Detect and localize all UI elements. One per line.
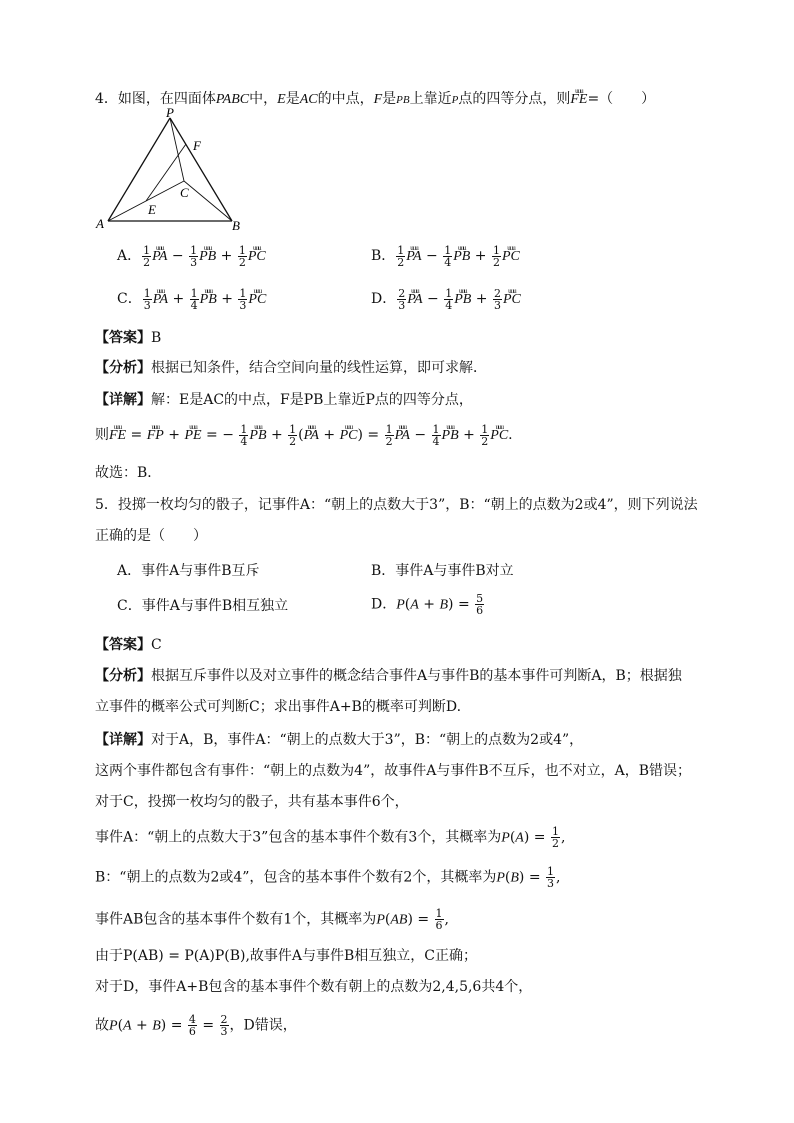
tetrahedron-figure	[92, 106, 262, 236]
q4-stem: 4．如图，在四面体PABC中，E是AC的中点，F是PB上靠近P点的四等分点，则uuu FE=（ ）	[95, 86, 655, 109]
q4-answer: 【答案】B	[95, 330, 162, 346]
q5-option-c: C．事件A与事件B相互独立	[117, 598, 289, 614]
q5-detail-9: 故P(A + B) = $\frac{4}{6}$ = $\frac{2}{3}$ ，D错误，	[95, 1013, 297, 1038]
q5-detail-1: 【详解】对于A，B，事件A：“朝上的点数大于3”，B：“朝上的点数为2或4”，	[95, 732, 584, 748]
q5-answer: 【答案】C	[95, 637, 162, 653]
q5-detail-8: 对于D，事件A+B包含的基本事件个数有朝上的点数为2,4,5,6共4个，	[95, 979, 533, 995]
q5-detail-5: B：“朝上的点数为2或4”，包含的基本事件个数有2个，其概率为P(B) = $\frac{1}{3}$ ,	[95, 865, 561, 890]
label-P: P	[166, 106, 174, 120]
label-C: C	[180, 185, 189, 200]
q5-analysis-2: 立事件的概率公式可判断C；求出事件A+B的概率可判断D.	[95, 699, 462, 715]
q4-conclusion: 故选：B．	[95, 465, 162, 481]
q4-option-c: C． $\frac{1}{3}$ uuu PA + $\frac{1}{4}$ uuu PB + $\frac{1}{3}$ uuu PC	[117, 286, 266, 311]
q4-option-d: D． $\frac{2}{3}$ uuu PA − $\frac{1}{4}$ uuu PB + $\frac{2}{3}$ uuu PC	[371, 286, 521, 311]
q5-option-a: A．事件A与事件B互斥	[117, 563, 260, 579]
q5-detail-2: 这两个事件都包含有事件：“朝上的点数为4”，故事件A与事件B不互斥，也不对立，A，B错误；	[95, 763, 692, 779]
q4-analysis: 【分析】根据已知条件，结合空间向量的线性运算，即可求解．	[95, 360, 487, 376]
label-E: E	[148, 202, 156, 217]
q5-analysis-1: 【分析】根据互斥事件以及对立事件的概念结合事件A与事件B的基本事件可判断A，B；根据独	[95, 668, 682, 684]
q5-stem-1: 5．投掷一枚均匀的骰子，记事件A：“朝上的点数大于3”，B：“朝上的点数为2或4”，则下列说法	[95, 497, 698, 513]
q5-detail-7: 由于P(AB) = P(A)P(B),故事件A与事件B相互独立，C正确；	[95, 948, 478, 964]
label-B: B	[232, 218, 240, 233]
q5-stem-2: 正确的是（ ）	[95, 528, 207, 544]
q5-option-d: D．P(A + B) = $\frac{5}{6}$	[371, 592, 484, 617]
q4-detail: 【详解】解：E是AC的中点，F是PB上靠近P点的四等分点，	[95, 392, 473, 408]
q5-detail-3: 对于C，投掷一枚均匀的骰子，共有基本事件6个，	[95, 794, 409, 810]
q4-option-a: A． $\frac{1}{2}$ uuu PA − $\frac{1}{3}$ uuu PB + $\frac{1}{2}$ uuu PC	[117, 243, 266, 268]
label-F: F	[193, 138, 201, 153]
q5-detail-4: 事件A：“朝上的点数大于3”包含的基本事件个数有3个，其概率为P(A) = $\frac{1}{2}$ ,	[95, 825, 566, 850]
label-A: A	[96, 216, 104, 231]
q5-option-b: B．事件A与事件B对立	[371, 563, 514, 579]
q5-detail-6: 事件AB包含的基本事件个数有1个，其概率为P(AB) = $\frac{1}{6}$ ,	[95, 907, 449, 932]
q4-option-b: B． $\frac{1}{2}$ uuu PA − $\frac{1}{4}$ uuu PB + $\frac{1}{2}$ uuu PC	[371, 243, 520, 268]
q4-detail-equation: 则uuu FE = uuu FP + uuu PE = − $\frac{1}{4}$ uuu PB + $\frac{1}{2}$ (uuu PA + uuu PC) = $\frac{1}{2}$ uuu PA − $\frac{1}{4}$ uuu PB + $\frac{1}{2}$ uuu PC.	[95, 422, 513, 447]
